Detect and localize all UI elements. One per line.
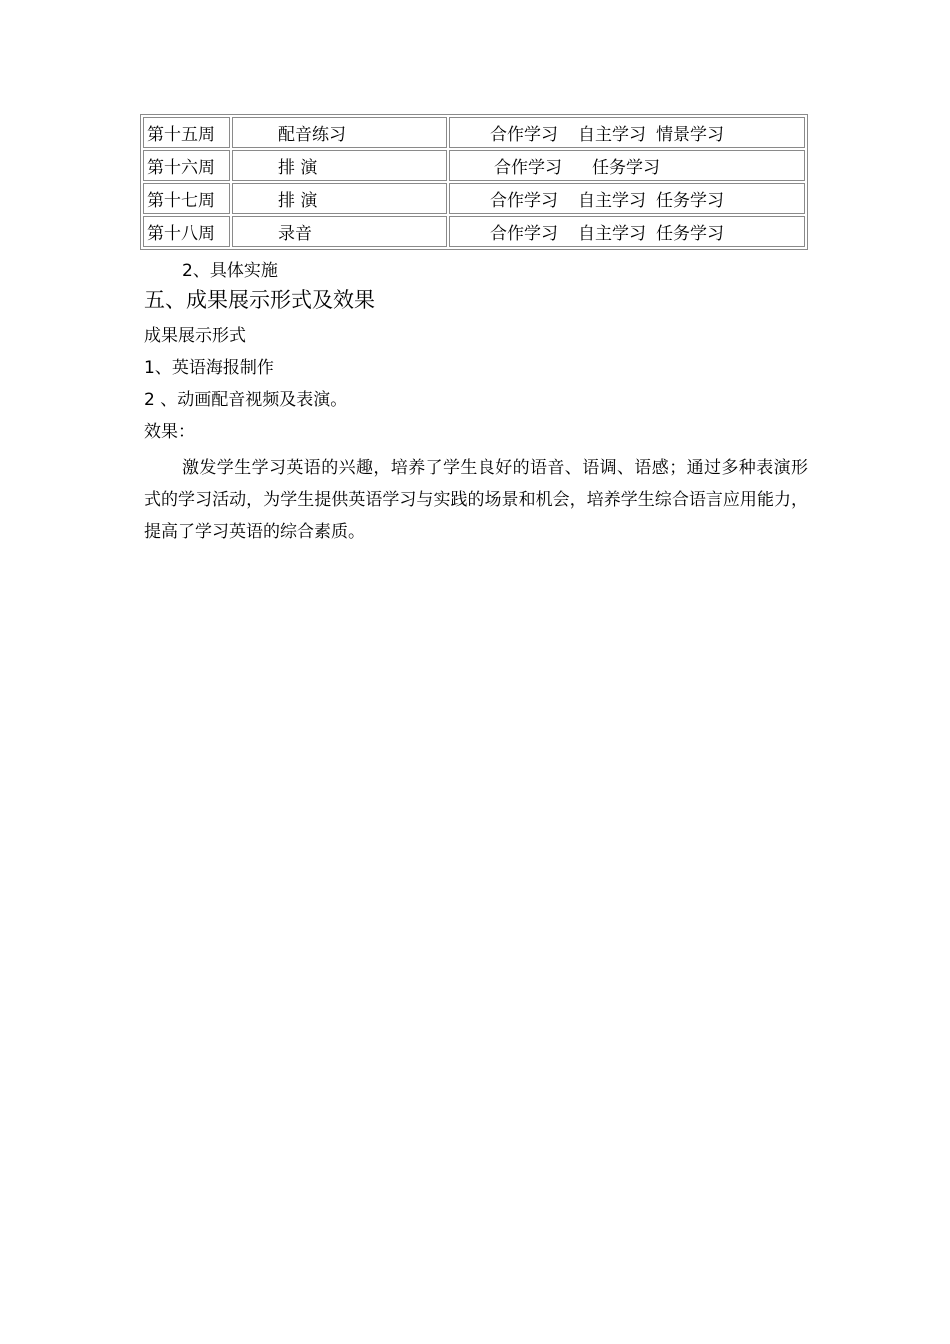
topic-cell: 配音练习 <box>232 117 447 148</box>
method-item: 合作学习 <box>490 224 558 244</box>
method-item: 任务学习 <box>592 158 660 178</box>
list-item: 1、英语海报制作 <box>144 358 274 378</box>
table-row <box>143 183 805 214</box>
table-row <box>143 216 805 247</box>
implementation-heading: 2、具体实施 <box>182 261 278 281</box>
schedule-table <box>140 114 808 250</box>
table-row <box>143 150 805 181</box>
effect-paragraph: 激发学生学习英语的兴趣，培养了学生良好的语音、语调、语感；通过多种表演形式的学习活动，为学生提供英语学习与实践的场景和机会，培养学生综合语言应用能力，提高了学习英语的综合素质。 <box>144 458 808 542</box>
week-cell: 第十五周 <box>143 117 230 148</box>
method-item: 合作学习 <box>494 158 562 178</box>
week-cell: 第十八周 <box>143 216 230 247</box>
method-item: 自主学习 <box>578 125 646 145</box>
method-item: 合作学习 <box>490 191 558 211</box>
effect-label: 效果： <box>144 422 195 442</box>
method-cell <box>449 216 805 247</box>
method-item: 任务学习 <box>656 191 724 211</box>
topic-cell: 排 演 <box>232 150 447 181</box>
week-cell: 第十七周 <box>143 183 230 214</box>
method-item: 自主学习 <box>578 224 646 244</box>
method-item: 任务学习 <box>656 224 724 244</box>
topic-cell: 录音 <box>232 216 447 247</box>
section-title: 五、成果展示形式及效果 <box>144 288 375 312</box>
method-item: 情景学习 <box>656 125 724 145</box>
list-item: 2 、动画配音视频及表演。 <box>144 390 348 410</box>
method-cell <box>449 183 805 214</box>
topic-cell: 排 演 <box>232 183 447 214</box>
table-row <box>143 117 805 148</box>
method-cell <box>449 117 805 148</box>
section-subtitle: 成果展示形式 <box>144 326 246 346</box>
method-item: 合作学习 <box>490 125 558 145</box>
method-cell <box>449 150 805 181</box>
method-item: 自主学习 <box>578 191 646 211</box>
week-cell: 第十六周 <box>143 150 230 181</box>
